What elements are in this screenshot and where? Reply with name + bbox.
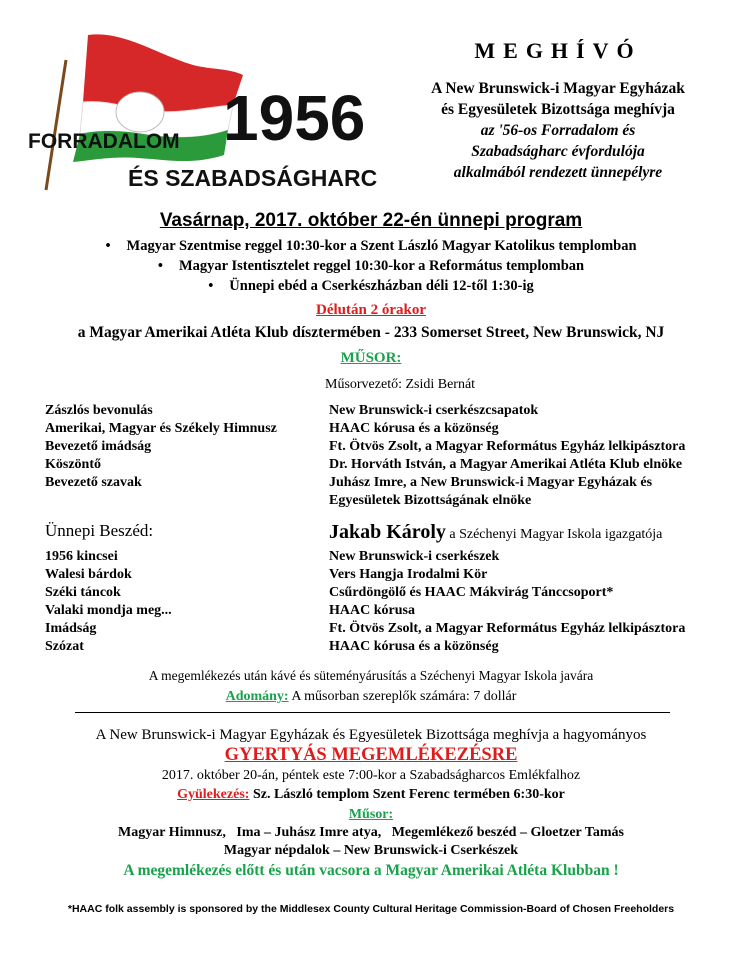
program-bullets	[0, 236, 742, 296]
revolution-logo	[28, 30, 383, 200]
schedule-performer: Ft. Ötvös Zsolt, a Magyar Református Egyház lelkipásztora	[329, 439, 686, 454]
candle-title: GYERTYÁS MEGEMLÉKEZÉSRE	[224, 745, 518, 765]
schedule-performer: Egyesületek Bizottságának elnöke	[329, 493, 532, 508]
schedule-item: 1956 kincsei	[45, 549, 118, 564]
logo-line2: ÉS SZABADSÁGHARC	[128, 165, 378, 191]
afternoon-time: Délután 2 órakor	[316, 302, 426, 318]
bullet-item: • Ünnepi ebéd a Cserkészházban déli 12-től 1:30-ig	[0, 276, 742, 296]
candle-musor-label: Műsor:	[348, 807, 394, 822]
schedule-performer: New Brunswick-i cserkészcsapatok	[329, 403, 539, 418]
venue-address: a Magyar Amerikai Atléta Klub dísztermében - 233 Somerset Street, New Brunswick, NJ	[77, 324, 665, 341]
speaker-name: Jakab Károly	[329, 521, 446, 543]
schedule-item: Walesi bárdok	[45, 567, 132, 582]
invitation-text	[388, 78, 728, 183]
candle-intro: A New Brunswick-i Magyar Egyházak és Egyesületek Bizottsága meghívja a hagyományos	[95, 727, 647, 743]
schedule-performer: Csűrdöngölő és HAAC Mákvirág Tánccsoport*	[329, 585, 614, 600]
logo-year: 1956	[223, 82, 366, 154]
schedule-performer: HAAC kórusa és a közönség	[329, 639, 499, 654]
schedule-performer: Dr. Horváth István, a Magyar Amerikai Atléta Klub elnöke	[329, 457, 683, 472]
schedule-performer: HAAC kórusa	[329, 603, 415, 618]
donation-label: Adomány:	[225, 689, 289, 704]
candle-date: 2017. október 20-án, péntek este 7:00-kor a Szabadságharcos Emlékfalhoz	[161, 768, 581, 783]
bullet-item: • Magyar Szentmise reggel 10:30-kor a Szent László Magyar Katolikus templomban	[0, 236, 742, 256]
dinner-note: A megemlékezés előtt és után vacsora a Magyar Amerikai Atléta Klubban !	[123, 862, 619, 879]
schedule-item: Széki táncok	[45, 585, 121, 600]
host-line: Műsorvezető: Zsidi Bernát	[325, 377, 476, 392]
schedule-item: Bevezető szavak	[45, 475, 142, 490]
flag-icon	[28, 30, 383, 200]
schedule-item: Amerikai, Magyar és Székely Himnusz	[45, 421, 277, 436]
schedule-item: Zászlós bevonulás	[45, 403, 153, 418]
invite-line4: Szabadságharc évfordulója	[471, 143, 645, 160]
program-heading: Vasárnap, 2017. október 22-én ünnepi program	[159, 210, 583, 231]
speech-label: Ünnepi Beszéd:	[45, 521, 154, 540]
schedule-item: Köszöntő	[45, 457, 101, 472]
invite-line2: és Egyesületek Bizottsága meghívja	[441, 101, 675, 118]
gathering-label: Gyülekezés:	[177, 787, 250, 802]
candle-program-line1: Magyar Himnusz, Ima – Juhász Imre atya, Megemlékező beszéd – Gloetzer Tamás	[118, 825, 624, 840]
invite-line3: az '56-os Forradalom és	[480, 122, 636, 139]
schedule-item: Bevezető imádság	[45, 439, 152, 454]
page-title: MEGHÍVÓ	[474, 38, 642, 63]
donation-note	[0, 689, 742, 705]
schedule-performer: Ft. Ötvös Zsolt, a Magyar Református Egyház lelkipásztora	[329, 621, 686, 636]
schedule-item: Valaki mondja meg...	[45, 603, 172, 618]
candle-program-line2: Magyar népdalok – New Brunswick-i Cserkészek	[223, 843, 519, 858]
logo-line1: FORRADALOM	[28, 130, 180, 153]
speaker-role: a Széchenyi Magyar Iskola igazgatója	[449, 527, 663, 542]
invite-line5: alkalmából rendezett ünnepélyre	[453, 164, 663, 181]
divider	[75, 712, 670, 713]
schedule-performer: Vers Hangja Irodalmi Kör	[329, 567, 488, 582]
schedule-performer: Juhász Imre, a New Brunswick-i Magyar Egyházak és	[329, 475, 653, 490]
schedule-item: Imádság	[45, 621, 97, 636]
speech-speaker	[329, 521, 662, 544]
after-note: A megemlékezés után kávé és süteményárusítás a Széchenyi Magyar Iskola javára	[148, 668, 594, 683]
donation-text: A műsorban szereplők számára: 7 dollár	[288, 689, 517, 704]
gathering-text: Sz. László templom Szent Ferenc termében 6:30-kor	[249, 787, 565, 802]
schedule-item: Szózat	[45, 639, 84, 654]
invite-line1: A New Brunswick-i Magyar Egyházak	[431, 80, 685, 97]
gathering-line	[0, 787, 742, 803]
bullet-item: • Magyar Istentisztelet reggel 10:30-kor a Református templomban	[0, 256, 742, 276]
footnote: *HAAC folk assembly is sponsored by the Middlesex County Cultural Heritage Commission-Board of Chosen Freeholders	[67, 903, 675, 915]
schedule-performer: HAAC kórusa és a közönség	[329, 421, 499, 436]
schedule-performer: New Brunswick-i cserkészek	[329, 549, 500, 564]
musor-label: MŰSOR:	[340, 350, 402, 366]
